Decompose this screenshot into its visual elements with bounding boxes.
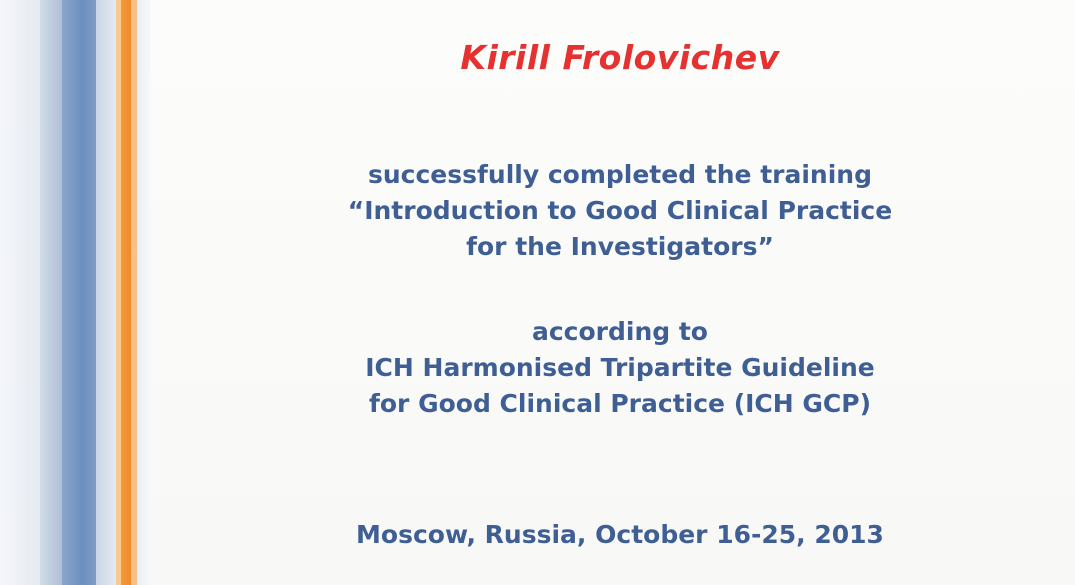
- guideline-description: [200, 314, 1040, 422]
- stripe-fade: [137, 0, 151, 585]
- location-date: Moscow, Russia, October 16-25, 2013: [356, 520, 884, 549]
- according-line: according to: [531, 317, 708, 346]
- stripe-pale-blue: [40, 0, 62, 585]
- course-title-line-1: “Introduction to Good Clinical Practice: [347, 196, 893, 225]
- stripe-soft-blue: [96, 0, 116, 585]
- stripe-light-blue: [0, 0, 40, 585]
- guideline-line-1: ICH Harmonised Tripartite Guideline: [365, 353, 875, 382]
- guideline-line-2: for Good Clinical Practice (ICH GCP): [368, 389, 872, 418]
- recipient-name: Kirill Frolovichev: [460, 38, 780, 77]
- stripe-blue: [62, 0, 96, 585]
- course-title-line-2: for the Investigators”: [466, 232, 774, 261]
- completion-line: successfully completed the training: [367, 160, 872, 189]
- stripe-orange: [121, 0, 131, 585]
- training-description: [200, 157, 1040, 265]
